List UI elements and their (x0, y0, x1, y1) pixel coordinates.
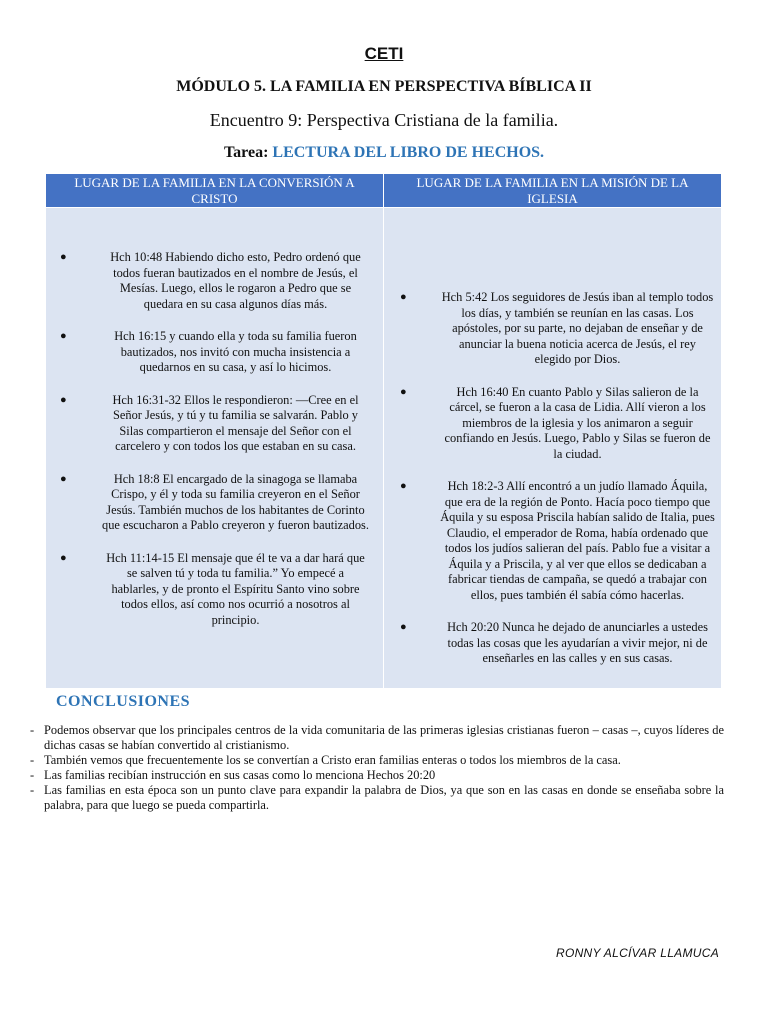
conversion-verse-list (46, 250, 383, 628)
dash-icon: - (30, 783, 35, 797)
task-title: LECTURA DEL LIBRO DE HECHOS. (272, 144, 545, 161)
verse-item: ● Hch 16:31-32 Ellos le respondieron: —Cree en el Señor Jesús, y tú y tu familia se salvarán. Pablo y Silas compartieron el mensaje del Señor con el carcelero y con todos los que estaban en su casa. (60, 392, 359, 453)
bullet-icon: ● (60, 472, 67, 485)
column-header-conversion: LUGAR DE LA FAMILIA EN LA CONVERSIÓN A CRISTO (46, 174, 384, 208)
bullet-icon: ● (60, 251, 67, 263)
bullet-icon: ● (60, 551, 67, 564)
verse-item: ● Hch 5:42 Los seguidores de Jesús iban al templo todos los días, y también se reunían en las casas. Los apóstoles, por su parte, no dejaban de enseñar y de anunciar la buena noticia acerca de Jesús, el rey elegido por Dios. (400, 290, 714, 366)
task-label: Tarea: (223, 144, 273, 161)
verse-item: ● Hch 16:40 En cuanto Pablo y Silas salieron de la cárcel, se fueron a la casa de Lidia. Allí vieron a los miembros de la iglesia y los animaron a seguir confiando en Jesús. Luego, Pablo y Silas se fueron de la ciudad. (400, 384, 711, 461)
conclusion-item: - También vemos que frecuentemente los se convertían a Cristo eran familias enteras o todos los miembros de la casa. (30, 753, 621, 767)
encounter-title: Encuentro 9: Perspectiva Cristiana de la familia. (209, 110, 559, 130)
dash-icon: - (30, 723, 35, 737)
bullet-icon: ● (400, 291, 407, 303)
bullet-icon: ● (400, 480, 407, 492)
bullet-icon: ● (400, 621, 407, 633)
verse-item: ● Hch 18:8 El encargado de la sinagoga se llamaba Crispo, y él y toda su familia creyeron en el Señor Jesús. También muchos de los habitantes de Corinto que escucharon a Pablo creyeron y fueron bautizados. (60, 471, 369, 532)
verse-item: ● Hch 16:15 y cuando ella y toda su familia fueron bautizados, nos invitó con mucha insistencia a quedarnos en su casa, y así lo hicimos. (60, 329, 357, 374)
verse-item: ● Hch 20:20 Nunca he dejado de anunciarles a ustedes todas las cosas que les ayudarían a vivir mejor, ni de enseñarles en las calles y en sus casas. (400, 620, 708, 665)
conclusion-item: - Podemos observar que los principales centros de la vida comunitaria de las primeras iglesias cristianas fueron – casas –, cuyos líderes de dichas casas se habían convertido al cristianismo. (30, 723, 724, 752)
bullet-icon: ● (60, 330, 67, 342)
dash-icon: - (30, 768, 35, 782)
module-title: MÓDULO 5. LA FAMILIA EN PERSPECTIVA BÍBLICA II (176, 78, 592, 95)
organization-title: CETI (364, 44, 404, 63)
column-header-mission: LUGAR DE LA FAMILIA EN LA MISIÓN DE LA IGLESIA (384, 174, 722, 208)
mission-cell (384, 208, 722, 689)
bible-reading-table (45, 173, 722, 689)
verse-item: ● Hch 18:2-3 Allí encontró a un judío llamado Áquila, que era de la región de Ponto. Hacía poco tiempo que Áquila y su esposa Priscila habían salido de Italia, pues Claudio, el emperador de Roma, había ordenado que todos los judíos salieran del país. Pablo fue a visitar a Áquila y a Priscila, y al ver que ellos se dedicaban a fabricar tiendas de campaña, se quedó a trabajar con ellos, pues también él sabía cómo hacerlas. (400, 479, 715, 602)
mission-verse-list (384, 290, 721, 667)
conclusion-item: - Las familias recibían instrucción en sus casas como lo menciona Hechos 20:20 (30, 768, 436, 782)
conclusions-heading: CONCLUSIONES (56, 693, 191, 710)
verse-item: ● Hch 10:48 Habiendo dicho esto, Pedro ordenó que todos fueran bautizados en el nombre de Jesús, el Mesías. Luego, ellos le rogaron a Pedro que se quedara en su casa algunos días más. (60, 250, 361, 311)
task-line (0, 144, 768, 162)
bullet-icon: ● (400, 385, 407, 398)
conversion-cell (46, 208, 384, 689)
bullet-icon: ● (60, 393, 67, 406)
verse-item: ● Hch 11:14-15 El mensaje que él te va a dar hará que se salven tú y toda tu familia.” Yo empecé a hablarles, y de pronto el Espíritu Santo vino sobre todos ellos, así como nos ocurrió a nosotros al principio. (60, 550, 365, 627)
author-signature: RONNY ALCÍVAR LLAMUCA (555, 946, 719, 960)
conclusions-list (30, 723, 724, 813)
conclusion-item: - Las familias en esta época son un punto clave para expandir la palabra de Dios, ya que son en las casas en donde se enseñaba sobre la palabra, para que luego se pueda compartirla. (30, 783, 724, 812)
dash-icon: - (30, 753, 35, 767)
